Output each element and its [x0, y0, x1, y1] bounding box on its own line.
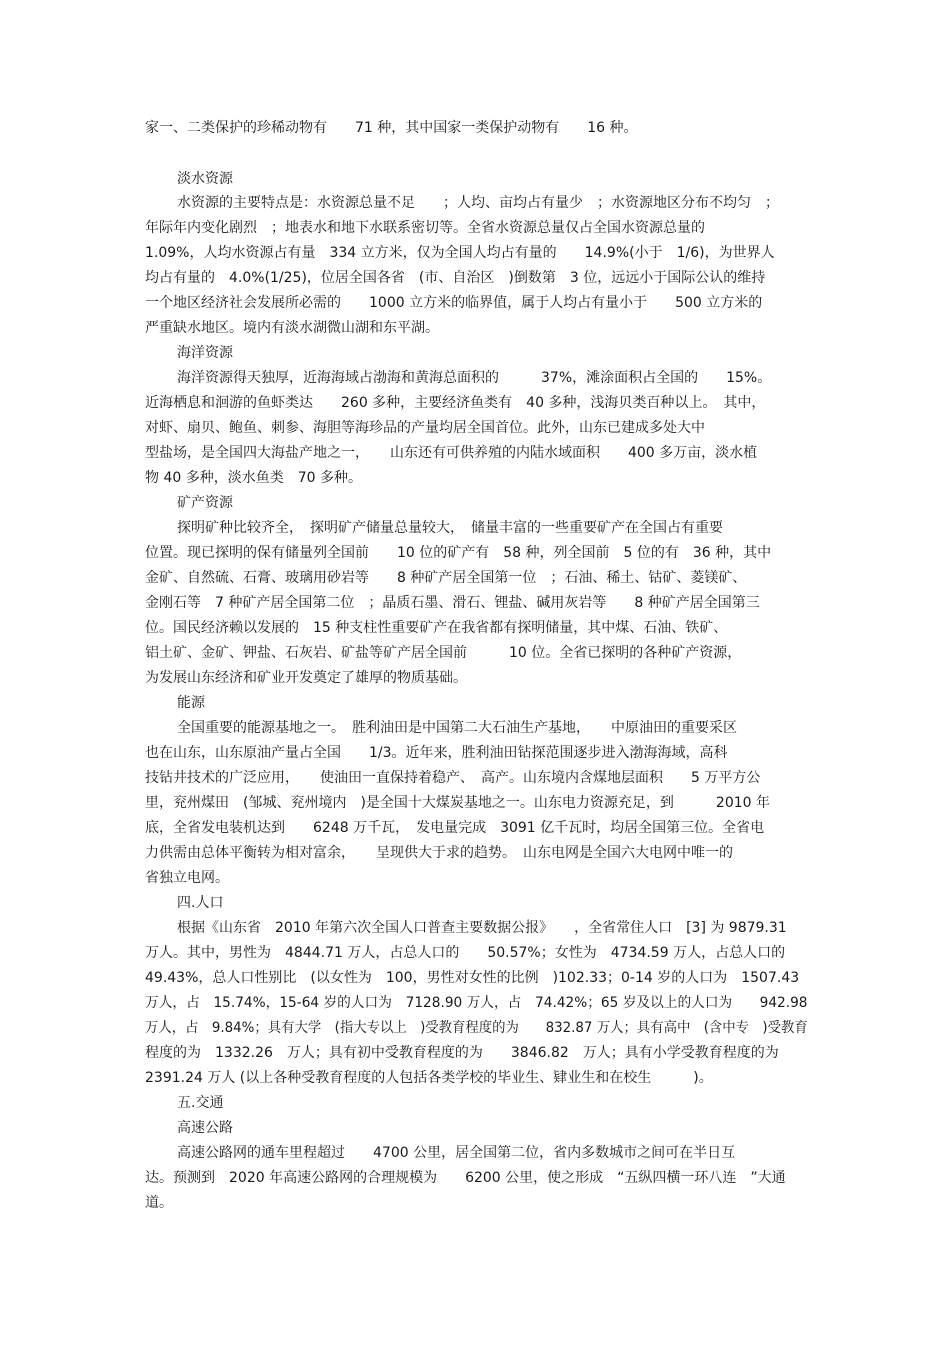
text-line: 年际年内变化剧烈 ；地表水和地下水联系密切等。全省水资源总量仅占全国水资源总量的	[145, 220, 705, 236]
text-line: 为发展山东经济和矿业开发奠定了雄厚的物质基础。	[145, 670, 467, 686]
text-line: 一个地区经济社会发展所必需的 1000 立方米的临界值，属于人均占有量小于 500 立方米的	[145, 295, 763, 311]
text-line: 根据《山东省 2010 年第六次全国人口普查主要数据公报》 ，全省常住人口 [3] 为 9879.31	[177, 920, 787, 936]
section-heading-population: 四.人口	[177, 895, 224, 911]
text-line: 底，全省发电装机达到 6248 万千瓦， 发电量完成 3091 亿千瓦时，均居全国第三位。全省电	[145, 820, 765, 836]
text-line: 全国重要的能源基地之一。 胜利油田是中国第二大石油生产基地， 中原油田的重要采区	[177, 720, 737, 736]
text-line: 达。预测到 2020 年高速公路网的合理规模为 6200 公里，使之形成 “五纵四横一环八连 ”大通	[145, 1170, 786, 1186]
text-line: 对虾、扇贝、鲍鱼、刺参、海胆等海珍品的产量均居全国首位。此外，山东已建成多处大中	[145, 420, 705, 436]
section-heading-freshwater: 淡水资源	[177, 171, 233, 187]
text-line: 技钻井技术的广泛应用， 使油田一直保持着稳产、 高产。山东境内含煤地层面积 5 万平方公	[145, 770, 761, 786]
text-line: 里，兖州煤田 (邹城、兖州境内 )是全国十大煤炭基地之一。山东电力资源充足，到 2010 年	[145, 795, 771, 811]
text-line: 均占有量的 4.0%(1/25)，位居全国各省 (市、自治区 )倒数第 3 位，远远小于国际公认的维持	[145, 270, 766, 286]
text-line: 金刚石等 7 种矿产居全国第二位 ；晶质石墨、滑石、锂盐、碱用灰岩等 8 种矿产居全国第三	[145, 595, 760, 611]
text-line: 程度的为 1332.26 万人；具有初中受教育程度的为 3846.82 万人；具有小学受教育程度的为	[145, 1045, 779, 1061]
text-line: 2391.24 万人 (以上各种受教育程度的人包括各类学校的毕业生、肄业生和在校生 )。	[145, 1070, 713, 1086]
section-heading-energy: 能源	[177, 695, 205, 711]
text-line: 水资源的主要特点是：水资源总量不足 ；人均、亩均占有量少 ；水资源地区分布不均匀 ；	[177, 195, 779, 211]
text-line: 49.43%，总人口性别比 (以女性为 100，男性对女性的比例 )102.33；0-14 岁的人口为 1507.43	[145, 970, 800, 986]
text-line: 近海栖息和洄游的鱼虾类达 260 多种，主要经济鱼类有 40 多种，浅海贝类百种以上。 其中，	[145, 395, 766, 411]
section-heading-transport: 五.交通	[177, 1095, 224, 1111]
text-line: 探明矿种比较齐全， 探明矿产储量总量较大， 储量丰富的一些重要矿产在全国占有重要	[177, 520, 723, 536]
text-line: 道。	[145, 1195, 173, 1211]
text-line: 高速公路网的通车里程超过 4700 公里，居全国第二位，省内多数城市之间可在半日互	[177, 1145, 736, 1161]
section-heading-minerals: 矿产资源	[177, 495, 233, 511]
text-line: 1.09%，人均水资源占有量 334 立方米，仅为全国人均占有量的 14.9%(小于 1/6)，为世界人	[145, 245, 775, 261]
text-line: 严重缺水地区。境内有淡水湖微山湖和东平湖。	[145, 320, 439, 336]
text-line: 万人，占 15.74%，15-64 岁的人口为 7128.90 万人，占 74.42%；65 岁及以上的人口为 942.98	[145, 995, 808, 1011]
text-line: 位。国民经济赖以发展的 15 种支柱性重要矿产在我省都有探明储量，其中煤、石油、铁矿、	[145, 620, 728, 636]
text-line: 位置。现已探明的保有储量列全国前 10 位的矿产有 58 种，列全国前 5 位的有 36 种，其中	[145, 545, 772, 561]
text-line: 铝土矿、金矿、钾盐、石灰岩、矿盐等矿产居全国前 10 位。全省已探明的各种矿产资源，	[145, 645, 742, 661]
text-line: 省独立电网。	[145, 870, 229, 886]
text-line: 物 40 多种，淡水鱼类 70 多种。	[145, 470, 362, 486]
text-line: 力供需由总体平衡转为相对富余， 呈现供大于求的趋势。 山东电网是全国六大电网中唯一的	[145, 845, 733, 861]
section-heading-ocean: 海洋资源	[177, 345, 233, 361]
text-line: 也在山东，山东原油产量占全国 1/3。近年来，胜利油田钻探范围逐步进入渤海海域，高科	[145, 745, 728, 761]
text-line: 家一、二类保护的珍稀动物有 71 种，其中国家一类保护动物有 16 种。	[145, 120, 638, 136]
text-line: 万人，占 9.84%；具有大学 (指大专以上 )受教育程度的为 832.87 万人；具有高中 (含中专 )受教育	[145, 1020, 808, 1036]
text-line: 型盐场，是全国四大海盐产地之一， 山东还有可供养殖的内陆水域面积 400 多万亩，淡水植	[145, 445, 758, 461]
section-heading-highway: 高速公路	[177, 1120, 233, 1136]
text-line: 海洋资源得天独厚，近海海域占渤海和黄海总面积的 37%，滩涂面积占全国的 15%。	[177, 370, 772, 386]
text-line: 万人。其中，男性为 4844.71 万人，占总人口的 50.57%；女性为 4734.59 万人，占总人口的	[145, 945, 786, 961]
text-line: 金矿、自然硫、石膏、玻璃用砂岩等 8 种矿产居全国第一位 ；石油、稀土、钴矿、菱镁矿、	[145, 570, 747, 586]
